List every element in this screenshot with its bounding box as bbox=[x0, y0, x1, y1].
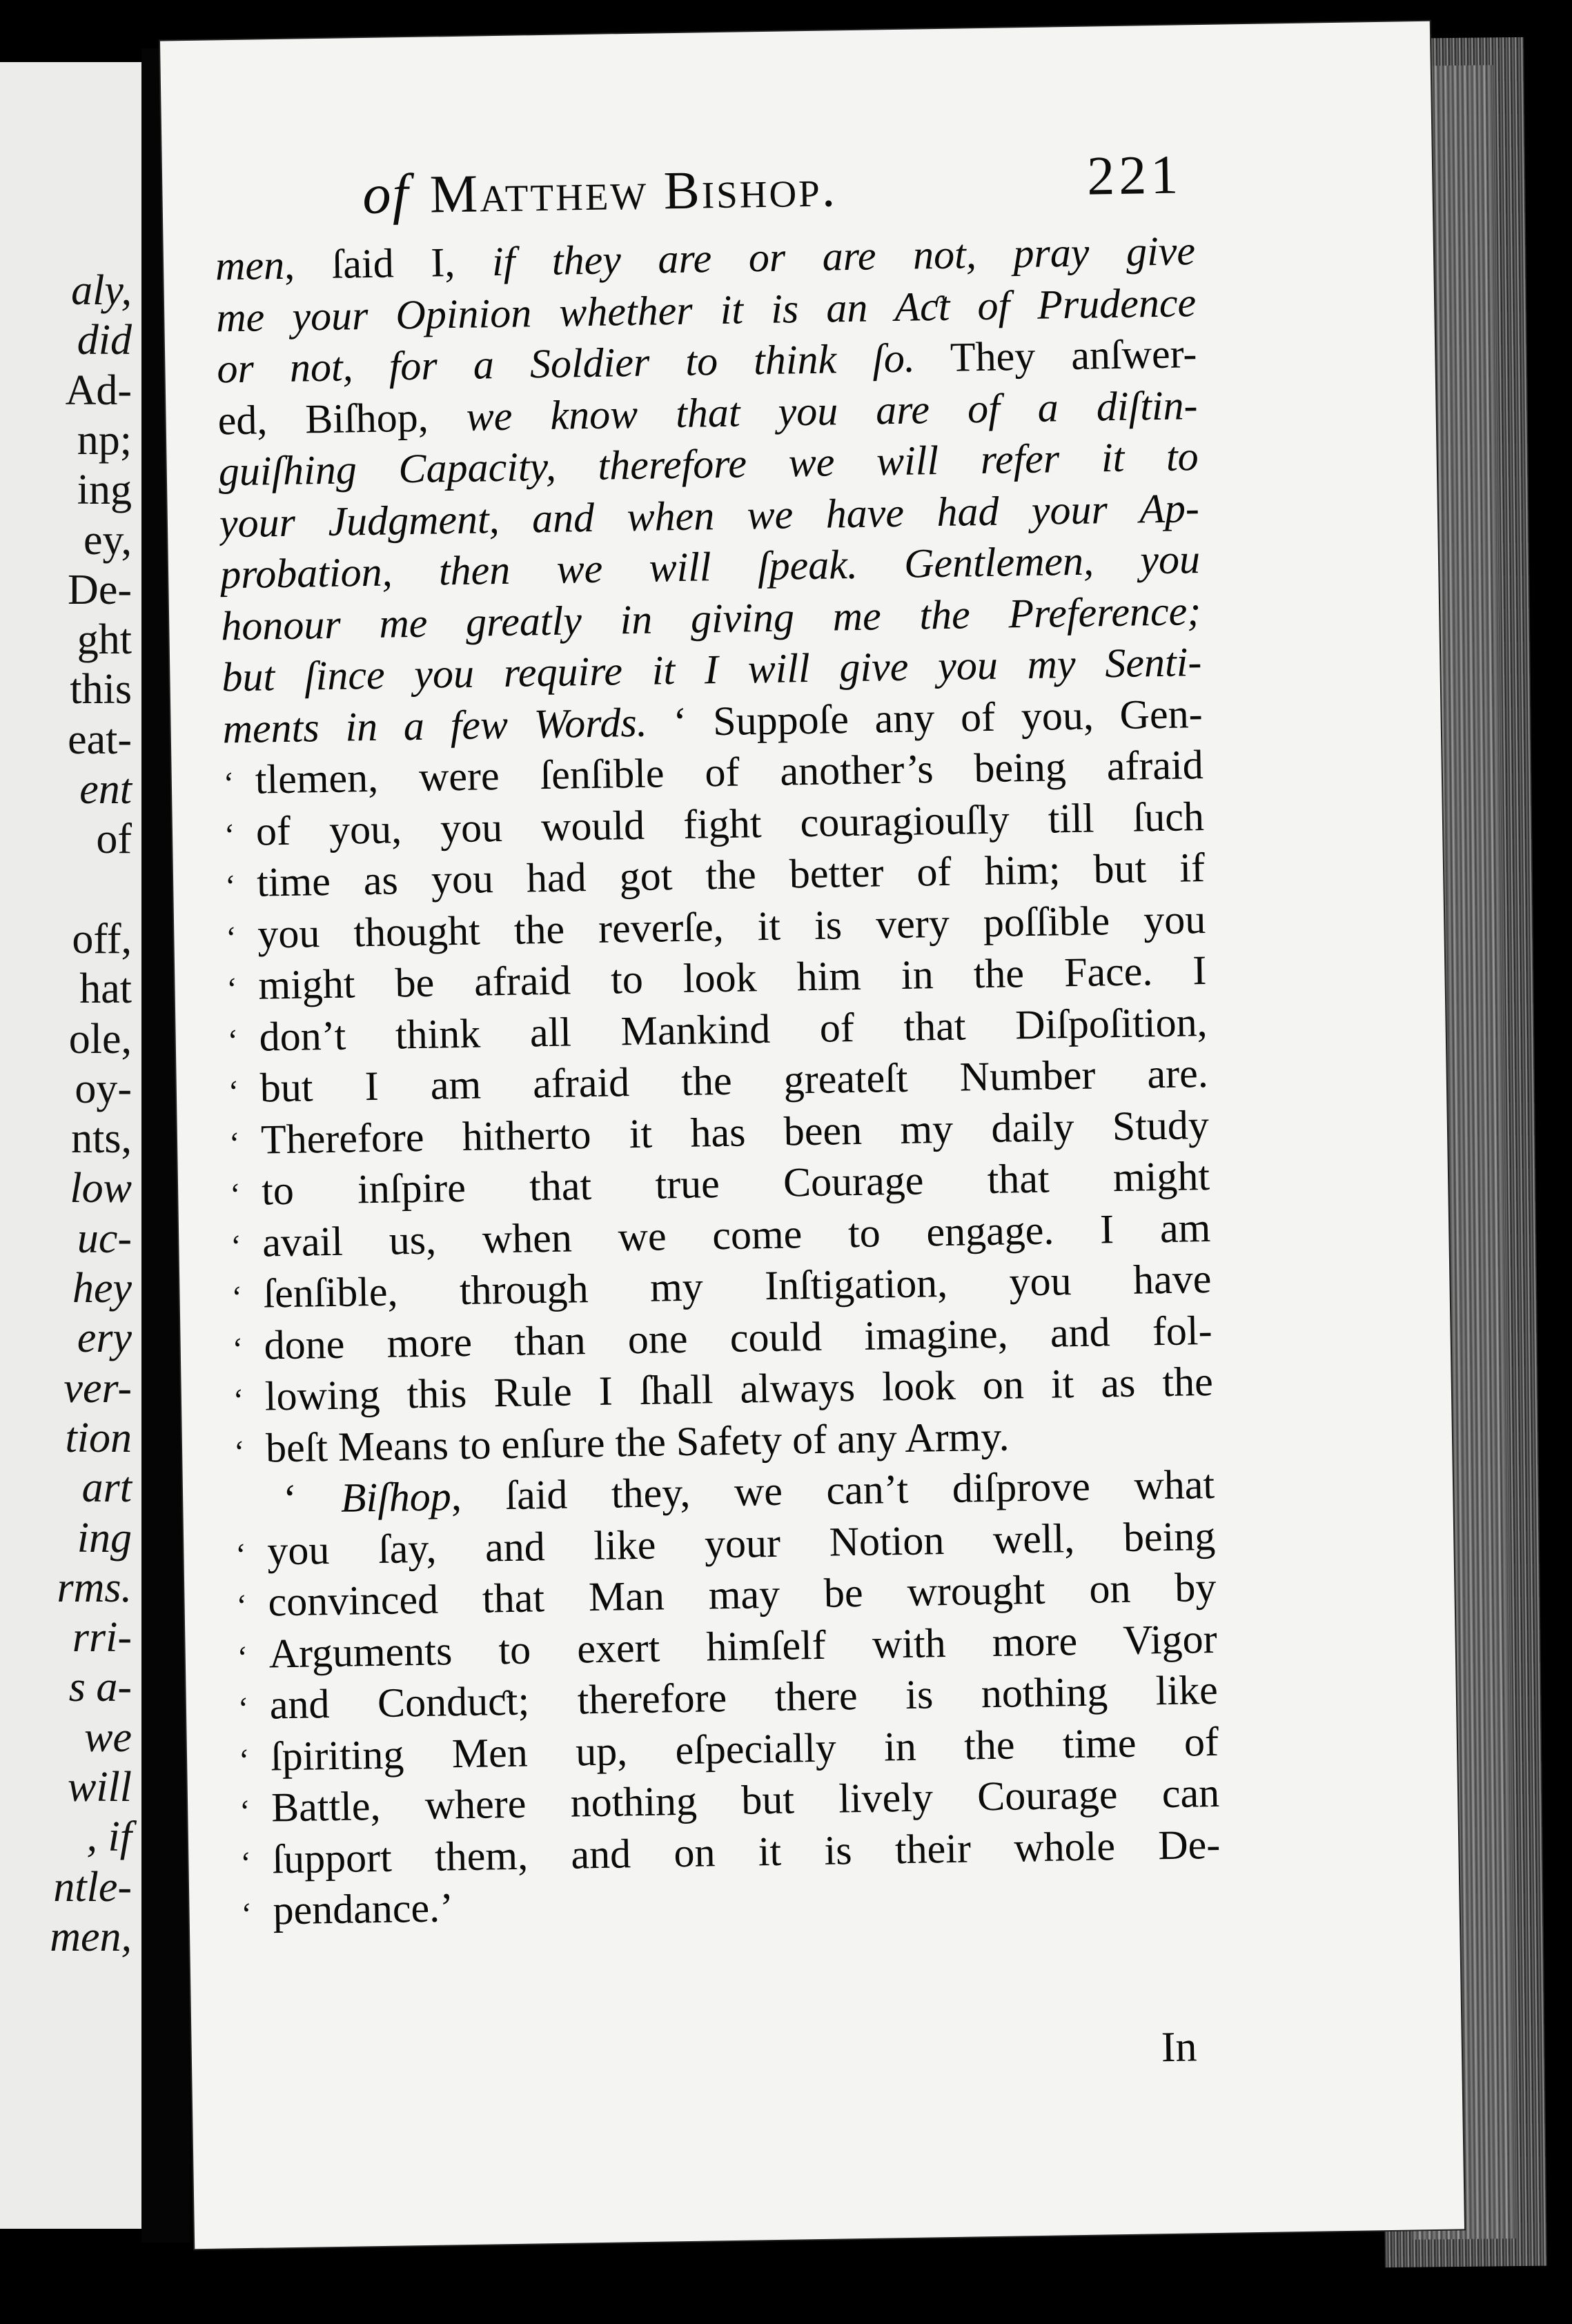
quoted-text: you ſay, and like your Notion well, being bbox=[266, 1513, 1216, 1573]
facing-page-line: will bbox=[67, 1764, 132, 1811]
quote-mark: ‘ bbox=[282, 1475, 342, 1522]
facing-page-line: tion bbox=[65, 1414, 132, 1461]
quoted-text: ſenſible, through my Inſtigation, you have bbox=[262, 1255, 1212, 1317]
quoted-text: time as you had got the better of him; but if bbox=[256, 845, 1206, 905]
facing-page-line: Ad- bbox=[65, 366, 132, 414]
body-text bbox=[215, 225, 1221, 1937]
italic-text: me your Opinion whether it is an Aƈt of Prudence bbox=[215, 279, 1197, 340]
quote-mark: ‘ bbox=[237, 1639, 248, 1675]
facing-page-line: ing bbox=[77, 1514, 132, 1562]
italic-text: men bbox=[215, 242, 285, 289]
roman-text: ed, Biſhop, bbox=[217, 393, 467, 443]
page-number: 221 bbox=[1086, 144, 1183, 207]
quote-mark: ‘ bbox=[227, 1022, 239, 1058]
facing-page-line: s a- bbox=[68, 1664, 132, 1711]
italic-text: guiſhing Capacity, therefore we will refer it to bbox=[218, 433, 1199, 495]
facing-page-line: art bbox=[81, 1464, 132, 1512]
running-head-title: Matthew Bishop. bbox=[429, 157, 838, 224]
italic-text: probation, then we will ſpeak. Gentlemen, you bbox=[219, 536, 1201, 598]
quote-mark: ‘ bbox=[231, 1279, 243, 1315]
italic-text: we know that you are of a diſtin- bbox=[466, 382, 1198, 440]
facing-page-line: oy- bbox=[75, 1065, 132, 1112]
quote-mark: ‘ bbox=[238, 1742, 250, 1778]
quote-mark: ‘ bbox=[230, 1228, 242, 1263]
facing-page-line: ent bbox=[79, 766, 132, 813]
italic-text: honour me greatly in giving me the Preference; bbox=[220, 587, 1201, 649]
catchword: In bbox=[1161, 2023, 1198, 2071]
facing-page-line: we bbox=[84, 1713, 132, 1761]
quoted-text: of you, you would fight couragiouſly till ſuch bbox=[255, 793, 1205, 854]
facing-page-fragment bbox=[0, 62, 141, 2229]
quoted-text: lowing this Rule I ſhall always look on it as the bbox=[264, 1358, 1214, 1419]
quote-mark: ‘ bbox=[235, 1536, 247, 1572]
facing-page-line: ey, bbox=[83, 516, 132, 564]
quoted-text: you thought the reverſe, it is very poſſible you bbox=[257, 896, 1206, 957]
roman-text: ‘ Suppoſe any of you, Gen- bbox=[647, 690, 1203, 745]
facing-page-line: hey bbox=[72, 1265, 132, 1312]
quoted-text: avail us, when we come to engage. I am bbox=[262, 1204, 1211, 1266]
quoted-text: Battle, where nothing but lively Courage can bbox=[271, 1769, 1220, 1831]
facing-page-line: ntle- bbox=[53, 1863, 132, 1911]
roman-text: , ſaid they, we can’t diſprove what bbox=[451, 1461, 1215, 1519]
quoted-text: pendance.’ bbox=[273, 1884, 454, 1933]
roman-text: , ſaid I, bbox=[284, 239, 493, 288]
facing-page-line: did bbox=[77, 317, 132, 364]
quote-mark: ‘ bbox=[224, 816, 235, 852]
quoted-text: tlemen, were ſenſible of another’s being afraid bbox=[255, 742, 1204, 802]
italic-text: ments in a few Words. bbox=[222, 699, 648, 751]
running-head bbox=[362, 156, 838, 226]
roman-text: They anſwer- bbox=[914, 331, 1197, 381]
facing-page-line: eat- bbox=[68, 716, 132, 763]
facing-page-line: ing bbox=[77, 466, 132, 514]
speaker-name: Biſhop bbox=[340, 1473, 452, 1521]
quote-mark: ‘ bbox=[229, 1176, 241, 1212]
facing-page-line: rms. bbox=[57, 1564, 132, 1611]
running-head-of: of bbox=[362, 162, 411, 226]
quoted-text: might be afraid to look him in the Face. I bbox=[257, 947, 1207, 1008]
quoted-text: ſupport them, and on it is their whole De- bbox=[271, 1821, 1221, 1882]
quoted-text: to inſpire that true Courage that might bbox=[261, 1152, 1210, 1214]
quote-mark: ‘ bbox=[228, 1074, 239, 1110]
facing-page-line: nts, bbox=[71, 1115, 132, 1163]
facing-page-line: uc- bbox=[77, 1214, 132, 1262]
facing-page-line: ght bbox=[77, 616, 132, 664]
quote-mark: ‘ bbox=[240, 1844, 252, 1880]
quote-mark: ‘ bbox=[223, 765, 235, 801]
quote-mark: ‘ bbox=[226, 971, 238, 1007]
quoted-text: ſpiriting Men up, eſpecially in the time of bbox=[270, 1718, 1219, 1779]
facing-page-line: De- bbox=[68, 566, 132, 613]
facing-page-line: hat bbox=[79, 965, 132, 1013]
quote-mark: ‘ bbox=[233, 1433, 245, 1469]
italic-text: your Judgment, and when we have had your Ap- bbox=[219, 484, 1200, 546]
facing-page-line: low bbox=[70, 1165, 132, 1212]
facing-page-line: of bbox=[96, 816, 132, 863]
facing-page-line: rri- bbox=[72, 1614, 132, 1662]
quote-mark: ‘ bbox=[225, 919, 237, 955]
quoted-text: Arguments to exert himſelf with more Vigor bbox=[268, 1615, 1218, 1676]
italic-text: but ſince you require it I will give you my Senti- bbox=[221, 639, 1202, 700]
quoted-text: beſt Means to enſure the Safety of any Army. bbox=[265, 1413, 1010, 1470]
facing-page-line: aly, bbox=[71, 267, 132, 314]
facing-page-line: off, bbox=[72, 915, 132, 963]
quoted-text: but I am afraid the greateſt Number are. bbox=[259, 1050, 1209, 1111]
quote-mark: ‘ bbox=[236, 1587, 248, 1624]
quoted-text: Therefore hitherto it has been my daily Study bbox=[260, 1101, 1210, 1163]
facing-page-line: ole, bbox=[68, 1015, 132, 1063]
facing-page-line: ver- bbox=[63, 1364, 132, 1412]
quote-mark: ‘ bbox=[228, 1125, 240, 1161]
quoted-text: convinced that Man may be wrought on by bbox=[268, 1564, 1217, 1625]
quoted-text: don’t think all Mankind of that Diſpoſition, bbox=[259, 998, 1208, 1060]
quote-mark: ‘ bbox=[239, 1793, 251, 1829]
quote-mark: ‘ bbox=[232, 1330, 244, 1366]
quoted-text: and Conduƈt; therefore there is nothing like bbox=[269, 1666, 1219, 1728]
quoted-text: done more than one could imagine, and fol- bbox=[264, 1307, 1213, 1368]
italic-text: if they are or are not, pray give bbox=[491, 228, 1196, 285]
facing-page-line: men, bbox=[50, 1913, 132, 1960]
quote-mark: ‘ bbox=[241, 1895, 253, 1932]
facing-page-line: np; bbox=[77, 416, 132, 464]
facing-page-line: , if bbox=[86, 1813, 132, 1861]
main-page bbox=[160, 21, 1464, 2249]
quote-mark: ‘ bbox=[237, 1690, 249, 1726]
quote-mark: ‘ bbox=[233, 1381, 244, 1418]
facing-page-line: this bbox=[70, 666, 132, 713]
facing-page-line: ery bbox=[77, 1314, 132, 1362]
quote-mark: ‘ bbox=[224, 868, 236, 904]
italic-text: or not, for a Soldier to think ſo. bbox=[216, 335, 916, 392]
